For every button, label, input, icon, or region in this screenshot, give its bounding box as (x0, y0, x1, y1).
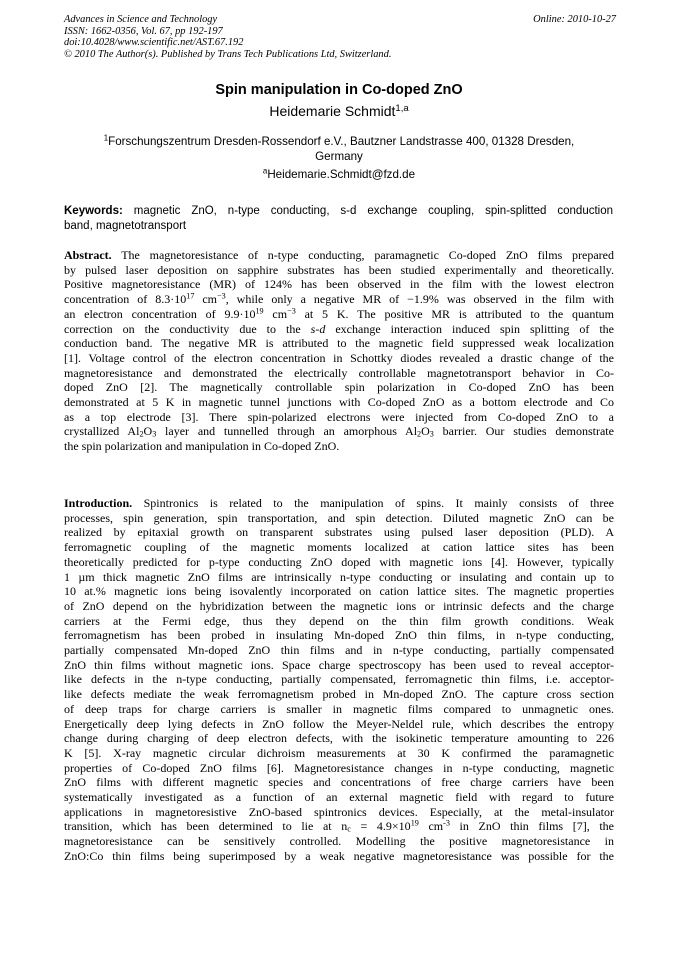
intro-line-1: Spintronics is related to the manipulation of spins. It mainly consists of three (143, 496, 615, 510)
intro-line-6: 1 µm thick magnetic ZnO films are intrinsically n-type conducting or insulating and contain up to (64, 569, 614, 584)
abstract-line-13-c: layer and tunnelled through an amorphous Al (156, 424, 418, 439)
abstract-line-5-b: cm (263, 306, 288, 321)
abstract-line-4-sup-1: 17 (186, 291, 195, 301)
intro-line-13: like defects in the n-type conducting, partially compensated, ferromagnetic thin films, i.e. acceptor- (64, 672, 614, 687)
abstract-line-6 (64, 322, 614, 337)
abstract-line-13-b: O (143, 424, 153, 439)
abstract-line-7: conduction band. The negative MR is attributed to the magnetic field suppressed weak localization (64, 336, 614, 351)
intro-line-2: processes, spin generation, spin transportation, and spin detection. Diluted magnetic ZnO can be (64, 510, 614, 525)
intro-line-23-sup-2: -3 (443, 818, 450, 828)
author-line (64, 102, 614, 120)
intro-line-5: theoretically predicted for p-type conducting ZnO doped with magnetic ions [4]. However, typically (64, 554, 614, 569)
doi-line: doi:10.4028/www.scientific.net/AST.67.192 (64, 37, 244, 49)
intro-line-11: partially compensated Mn-doped ZnO thin films and in n-type conducting, partially compensated (64, 643, 614, 658)
journal-name: Advances in Science and Technology (64, 14, 218, 25)
abstract-line-13-sub-1: 2 (139, 430, 144, 440)
intro-line-25: ZnO:Co thin films being superimposed by a weak negative magnetoresistance was possible for the (64, 848, 614, 863)
intro-line-23 (64, 819, 614, 834)
keywords-label: Keywords: (64, 205, 123, 217)
abstract-line-12: as a top electrode [3]. There spin-polarized electrons were injected from Co-doped ZnO to a (64, 409, 614, 424)
keywords-line-1: magnetic ZnO, n-type conducting, s-d exchange coupling, spin-splitted conduction (133, 205, 614, 217)
intro-line-16: Energetically deep lying defects in ZnO follow the Meyer-Neldel rule, which describes the entropy (64, 716, 614, 731)
abstract-line-13-sub-4: 3 (429, 430, 434, 440)
intro-line-23-sup-1: 19 (410, 818, 419, 828)
intro-line-19: properties of Co-doped ZnO films [6]. Magnetoresistance changes in n-type conducting, magnetic (64, 760, 614, 775)
abstract-line-13-d: O (421, 424, 430, 439)
online-date: Online: 2010-10-27 (533, 14, 616, 25)
abstract-line-4 (64, 292, 614, 307)
abstract-paragraph (64, 248, 614, 454)
intro-line-22: applications in magnetoresistive ZnO-based spintronics devices. Especially, at the metal-insulator (64, 804, 614, 819)
intro-line-4: ferromagnetic coupling of the magnetic moments localized at cation lattice sites has been (64, 540, 614, 555)
abstract-label: Abstract. (64, 248, 112, 262)
intro-line-17: change during charging of deep electron defects, with the isokinetic temperature amounting to 226 (64, 731, 614, 746)
intro-line-21: systematically investigated as a function of an external magnetic field with regard to future (64, 790, 614, 805)
abstract-line-1: The magnetoresistance of n-type conducting, paramagnetic Co-doped ZnO films prepared (121, 248, 614, 262)
copyright-line: © 2010 The Author(s). Published by Trans Tech Publications Ltd, Switzerland. (64, 49, 392, 61)
abstract-line-13-a: crystallized Al (64, 424, 140, 439)
intro-line-23-d: in ZnO thin films [7], the (449, 819, 614, 834)
intro-line-3: realized by epitaxial growth on transparent substrates using pulsed laser deposition (PLD). A (64, 525, 614, 540)
abstract-line-4-b: cm (194, 292, 218, 307)
paper-title: Spin manipulation in Co-doped ZnO (215, 82, 463, 98)
abstract-line-13-sub-2: 3 (152, 430, 157, 440)
intro-line-12: ZnO thin films without magnetic ions. Space charge spectroscopy has been used to reveal acceptor- (64, 657, 614, 672)
affiliation-line-1: Forschungszentrum Dresden-Rossendorf e.V., Bautzner Landstrasse 400, 01328 Dresden, (108, 135, 575, 148)
abstract-line-5-sup-1: 19 (255, 306, 264, 316)
abstract-line-9: magnetoresistance and demonstrated the electrically controllable magnetotransport behavior in Co- (64, 365, 614, 380)
author-name: Heidemarie Schmidt (269, 103, 396, 119)
abstract-line-5-sup-2: −3 (287, 306, 296, 316)
intro-line-23-a: transition, which has been determined to lie at n (64, 819, 348, 834)
affiliation-line-2: Germany (315, 150, 363, 163)
intro-line-10: ferromagnetism has been probed in insulating Mn-doped ZnO thin films, in n-type conducting, (64, 628, 614, 643)
affiliation-mark: 1 (103, 133, 109, 143)
email-address: Heidemarie.Schmidt@fzd.de (267, 168, 416, 181)
abstract-line-6-a: correction on the conductivity due to the (64, 321, 311, 336)
abstract-line-2: by pulsed laser deposition on sapphire substrates has been studied experimentally and theoretically. (64, 262, 614, 277)
abstract-line-6-em: s-d (310, 321, 326, 336)
abstract-line-14: the spin polarization and manipulation in Co-doped ZnO. (64, 439, 340, 454)
abstract-line-4-c: , while only a negative MR of −1.9% was observed in the film with (225, 292, 614, 307)
keywords-line-2: band, magnetotransport (64, 220, 187, 232)
keywords-block (64, 204, 613, 234)
intro-line-8: of ZnO depend on the hybridization between the magnetic ions or intrinsic defects and the charge (64, 598, 614, 613)
abstract-line-13-sub-3: 2 (417, 430, 422, 440)
intro-line-7: 10 at.% magnetic ions being isovalently incorporated on cation lattice sites. The magnetic properties (64, 584, 614, 599)
intro-line-23-c: cm (418, 819, 444, 834)
intro-line-15: of deep traps for charge carriers is smaller in magnetic films compared to unmagnetic ones. (64, 701, 614, 716)
abstract-line-5 (64, 307, 614, 322)
issn-line: ISSN: 1662-0356, Vol. 67, pp 192-197 (64, 25, 223, 37)
abstract-line-6-b: exchange interaction induced spin splitting of the (325, 321, 614, 336)
abstract-line-10: doped ZnO [2]. The magnetically controllable spin polarization in Co-doped ZnO has been (64, 380, 614, 395)
abstract-line-8: [1]. Voltage control of the electron concentration in Schottky diodes revealed a drastic change of the (64, 350, 614, 365)
intro-line-24: magnetoresistance can be sensitively controlled. Modelling the positive magnetoresistance in (64, 834, 614, 849)
abstract-line-5-a: an electron concentration of 9.9·10 (64, 306, 256, 321)
intro-line-20: ZnO films with different magnetic species and concentrations of free charge carriers have been (64, 775, 614, 790)
email-mark: a (262, 166, 268, 176)
intro-line-9: carriers at the Fermi edge, thus they depend on the thin film growth conditions. Weak (64, 613, 614, 628)
author-marks: 1,a (395, 102, 409, 114)
intro-line-23-sub: c (347, 825, 351, 835)
abstract-line-4-a: concentration of 8.3·10 (64, 292, 187, 307)
abstract-line-13 (64, 424, 614, 439)
intro-line-23-b: = 4.9×10 (350, 819, 411, 834)
journal-header (64, 14, 616, 61)
intro-line-14: like defects mediate the weak ferromagnetism probed in Mn-doped ZnO. The capture cross section (64, 687, 614, 702)
abstract-line-5-c: at 5 K. The positive MR is attributed to the quantum (295, 306, 614, 321)
abstract-line-4-sup-2: −3 (217, 291, 226, 301)
abstract-line-11: demonstrated at 5 K in magnetic tunnel junctions with Co-doped ZnO as a bottom electrode and Co (64, 395, 614, 410)
author-email (64, 167, 614, 182)
introduction-paragraph (64, 496, 614, 864)
abstract-line-3: Positive magnetoresistance (MR) of 124% has been observed in the film with the lowest electron (64, 277, 614, 292)
intro-line-18: K [5]. X-ray magnetic circular dichroism measurements at 30 K confirmed the paramagnetic (64, 745, 614, 760)
introduction-label: Introduction. (64, 496, 133, 510)
affiliation (64, 134, 614, 164)
abstract-line-13-e: barrier. Our studies demonstrate (433, 424, 614, 439)
